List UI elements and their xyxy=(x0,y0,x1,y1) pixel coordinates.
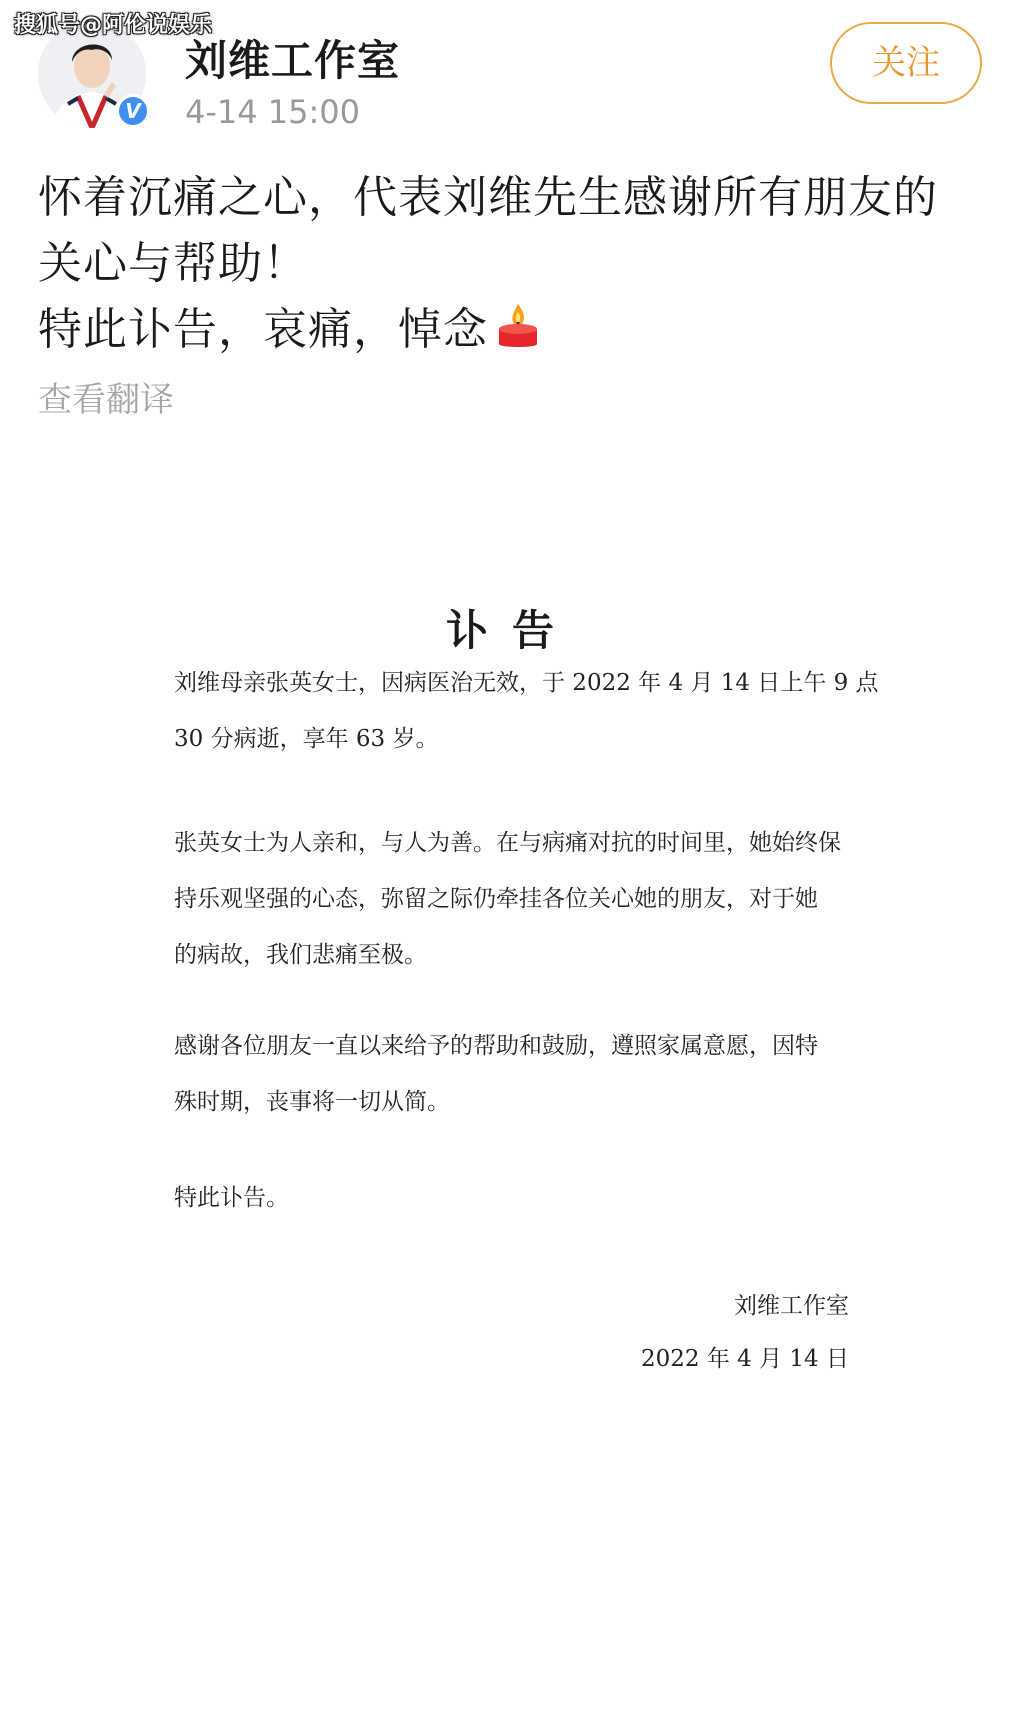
author-name[interactable]: 刘维工作室 xyxy=(185,36,401,85)
notice-paragraph xyxy=(174,815,864,983)
candle-icon xyxy=(496,302,540,352)
post-line: 关心与帮助！ xyxy=(38,238,308,289)
notice-title: 讣告 xyxy=(445,606,578,655)
follow-button[interactable]: 关注 xyxy=(830,22,982,104)
notice-date: 2022 年 4 月 14 日 xyxy=(641,1346,849,1372)
notice-line: 的病故，我们悲痛至极。 xyxy=(174,942,427,968)
notice-line: 刘维母亲张英女士，因病医治无效，于 2022 年 4 月 14 日上午 9 点 xyxy=(174,670,879,696)
notice-line: 特此讣告。 xyxy=(174,1185,289,1211)
notice-line: 张英女士为人亲和，与人为善。在与病痛对抗的时间里，她始终保 xyxy=(174,830,841,856)
translate-link[interactable]: 查看翻译 xyxy=(38,380,174,420)
notice-line: 感谢各位朋友一直以来给予的帮助和鼓励，遵照家属意愿，因特 xyxy=(174,1033,818,1059)
post-line: 怀着沉痛之心，代表刘维先生感谢所有朋友的 xyxy=(38,172,938,223)
notice-signature: 刘维工作室 xyxy=(734,1293,849,1319)
post-line-last xyxy=(38,297,998,363)
notice-line: 30 分病逝，享年 63 岁。 xyxy=(174,726,439,752)
post-line: 特此讣告，哀痛，悼念 xyxy=(38,304,488,355)
obituary-notice xyxy=(0,430,1024,1723)
notice-paragraph xyxy=(174,1018,864,1130)
notice-paragraph xyxy=(174,1170,864,1226)
notice-line: 持乐观坚强的心态，弥留之际仍牵挂各位关心她的朋友，对于她 xyxy=(174,886,818,912)
verified-badge-icon: V xyxy=(116,94,150,128)
post-timestamp: 4-14 15:00 xyxy=(185,93,361,131)
notice-line: 殊时期，丧事将一切从简。 xyxy=(174,1089,450,1115)
notice-paragraph xyxy=(174,655,879,767)
post-body xyxy=(38,165,998,363)
watermark: 搜狐号@阿伦说娱乐 xyxy=(14,13,213,38)
